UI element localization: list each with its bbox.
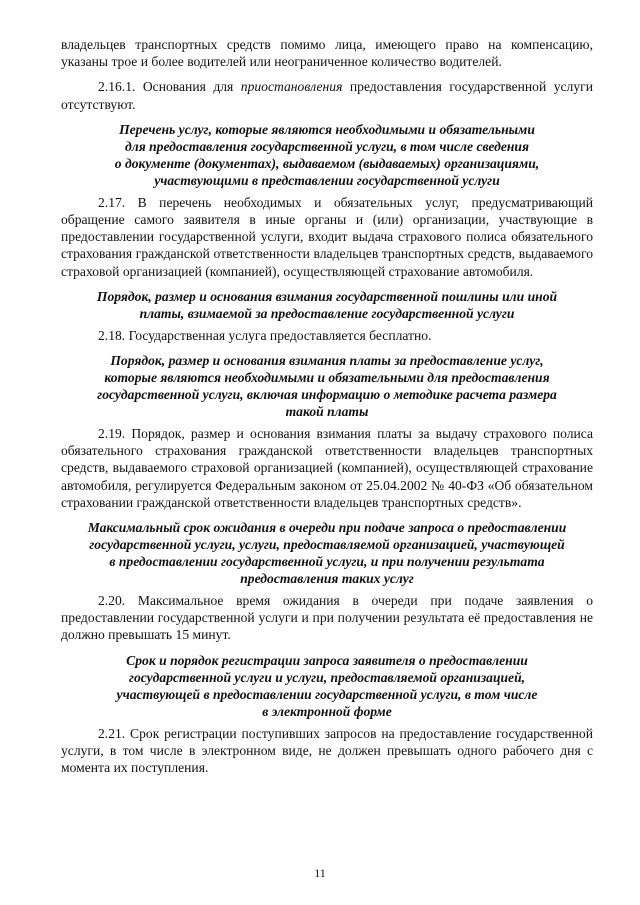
paragraph-2-21: 2.21. Срок регистрации поступивших запросов на предоставление государственной услуги, в том числе в электронном виде, не должен превышать одного рабочего дня с момента их поступления.: [61, 725, 593, 776]
paragraph-2-16-1-start: 2.16.1. Основания для: [98, 79, 241, 95]
heading-line: участвующими в представлении государственной услуги: [154, 172, 500, 188]
heading-registration: [61, 652, 593, 720]
heading-line: платы, взимаемой за предоставление государственной услуги: [139, 305, 515, 321]
heading-line: участвующей в предоставлении государственной услуги, в том числе: [116, 686, 538, 702]
document-page: [61, 36, 593, 784]
heading-line: Порядок, размер и основания взимания государственной пошлины или иной: [96, 288, 558, 304]
page-number: 11: [314, 866, 326, 880]
paragraph-2-17: 2.17. В перечень необходимых и обязательных услуг, предусматривающий обращение самого заявителя в иные органы и (или) организации, участвующие в предоставлении государственной услуги, входит выдача страхового полиса обязательного страхования гражданской ответственности владельцев транспортных средств, выдаваемого страховой организацией (компанией), осуществляющей страхование автомобиля.: [61, 194, 593, 279]
paragraph-2-16-1: [61, 78, 593, 112]
heading-line: о документе (документах), выдаваемом (выдаваемых) организациями,: [114, 155, 540, 171]
paragraph-2-19: 2.19. Порядок, размер и основания взимания платы за выдачу страхового полиса обязательного страхования гражданской ответственности владельцев транспортных средств, выдаваемого страховой организацией (компанией), осуществляющей страхование автомобиля, регулируется Федеральным законом от 25.04.2002 № 40-ФЗ «Об обязательном страховании гражданской ответственности владельцев транспортных средств».: [61, 426, 593, 510]
paragraph-2-16-1-italic: приостановления: [240, 79, 343, 95]
heading-required-services: [61, 121, 593, 189]
heading-line: Перечень услуг, которые являются необходимыми и обязательными: [119, 121, 535, 137]
paragraph-intro: владельцев транспортных средств помимо лица, имеющего право на компенсацию, указаны трое и более водителей или неограниченное количество водителей.: [61, 37, 593, 70]
heading-line: в электронной форме: [262, 703, 392, 719]
paragraph-2-18: 2.18. Государственная услуга предоставляется бесплатно.: [98, 327, 432, 343]
heading-fee-for-services: [61, 352, 593, 420]
heading-queue-time: [61, 519, 593, 587]
heading-line: Срок и порядок регистрации запроса заявителя о предоставлении: [126, 652, 528, 668]
paragraph-2-16-1-end: предоставления государственной услуги отсутствуют.: [61, 79, 593, 112]
heading-line: Порядок, размер и основания взимания платы за предоставление услуг,: [110, 353, 544, 369]
heading-state-fee: [61, 288, 593, 322]
heading-line: предоставления таких услуг: [240, 571, 414, 587]
heading-line: государственной услуги, включая информацию о методике расчета размера: [97, 387, 557, 403]
heading-line: которые являются необходимыми и обязательными для предоставления: [104, 370, 550, 386]
heading-line: для предоставления государственной услуги, в том числе сведения: [125, 138, 529, 154]
heading-line: в предоставлении государственной услуги, и при получении результата: [109, 554, 545, 570]
heading-line: такой платы: [285, 404, 369, 420]
heading-line: Максимальный срок ожидания в очереди при подаче запроса о предоставлении: [87, 520, 567, 536]
heading-line: государственной услуги и услуги, предоставляемой организацией,: [128, 669, 526, 685]
heading-line: государственной услуги, услуги, предоставляемой организацией, участвующей: [89, 537, 565, 553]
paragraph-2-20: 2.20. Максимальное время ожидания в очереди при подаче заявления о предоставлении государственной услуги и при получении результата её предоставления не должно превышать 15 минут.: [61, 593, 593, 643]
